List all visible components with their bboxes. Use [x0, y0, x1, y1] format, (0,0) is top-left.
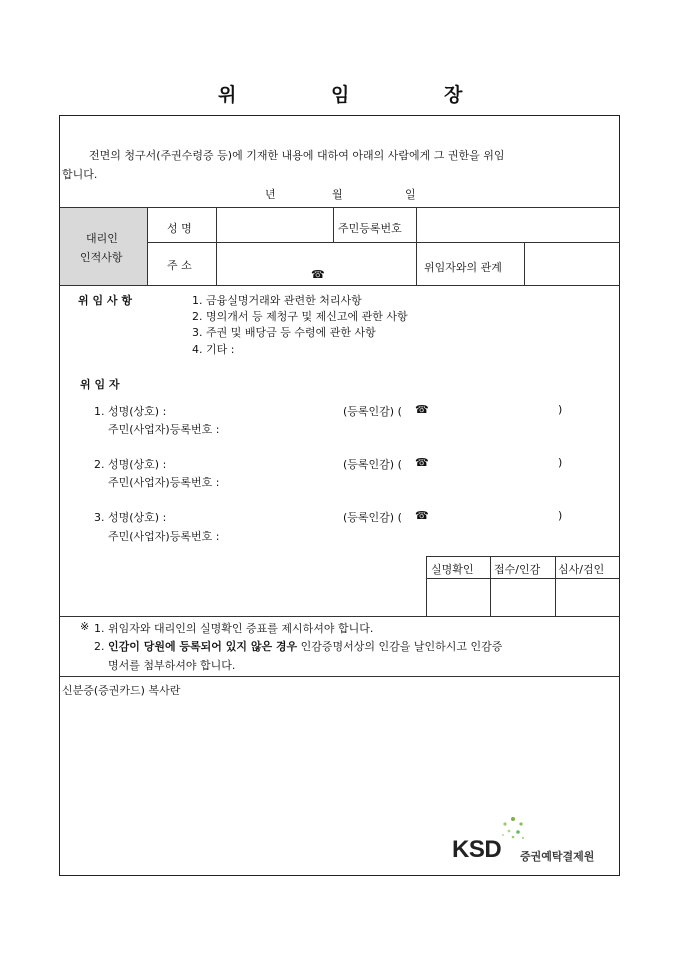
divider	[490, 556, 491, 616]
note-2	[94, 638, 502, 654]
delegation-item: 3. 주권 및 배당금 등 수령에 관한 사항	[192, 326, 376, 339]
divider	[147, 242, 620, 243]
delegation-item: 2. 명의개서 등 제청구 및 제신고에 관한 사항	[192, 310, 408, 323]
delegator-name: 1. 성명(상호) :	[94, 405, 167, 418]
delegation-item: 4. 기타 :	[192, 343, 235, 356]
divider	[426, 556, 427, 616]
note-2-prefix: 2.	[94, 640, 108, 653]
divider	[555, 556, 556, 616]
delegator-seal: (등록인감) (	[343, 405, 402, 418]
phone-icon: ☎	[311, 268, 325, 281]
id-copy-label: 신분증(증권카드) 복사란	[62, 684, 181, 697]
delegator-reg: 주민(사업자)등록번호 :	[108, 476, 220, 489]
title-char-1: 위	[218, 84, 237, 106]
agent-relation-label: 위임자와의 관계	[424, 261, 502, 274]
verify-realname-label: 실명확인	[431, 563, 474, 576]
phone-icon: ☎	[415, 403, 429, 416]
divider	[524, 243, 525, 285]
divider	[216, 208, 217, 285]
verify-receipt-box[interactable]	[492, 580, 554, 615]
date-day-label: 일	[405, 188, 416, 201]
delegator-reg: 주민(사업자)등록번호 :	[108, 423, 220, 436]
logo-org-name: 증권예탁결제원	[520, 850, 595, 863]
ksd-logo	[452, 836, 501, 864]
note-2-rest: 인감증명서상의 인감을 날인하시고 인감증	[297, 640, 503, 653]
agent-section-header-bg	[60, 208, 147, 285]
note-2-emphasis: 인감이 당원에 등록되어 있지 않은 경우	[108, 640, 298, 653]
divider	[60, 207, 620, 208]
document-title	[0, 80, 680, 106]
delegator-close: )	[558, 509, 563, 522]
agent-reg-field[interactable]	[418, 212, 618, 240]
date-year-label: 년	[265, 188, 276, 201]
date-month-label: 월	[332, 188, 343, 201]
divider	[426, 556, 620, 557]
delegation-item: 1. 금융실명거래와 관련한 처리사항	[192, 294, 362, 307]
title-char-3: 장	[444, 84, 463, 106]
note-2-continued: 명서를 첨부하셔야 합니다.	[108, 659, 236, 672]
agent-section-sublabel: 인적사항	[80, 251, 123, 264]
delegators-label: 위 임 자	[80, 378, 120, 391]
divider	[60, 676, 620, 677]
agent-name-field[interactable]	[218, 212, 332, 240]
divider	[426, 578, 620, 579]
divider	[60, 285, 620, 286]
agent-reg-label: 주민등록번호	[338, 222, 402, 235]
intro-line-2: 합니다.	[62, 168, 98, 181]
delegator-name: 3. 성명(상호) :	[94, 511, 167, 524]
agent-name-label: 성 명	[167, 222, 192, 235]
id-copy-area[interactable]	[62, 700, 618, 830]
verify-realname-box[interactable]	[428, 580, 489, 615]
delegation-label: 위 임 사 항	[78, 294, 132, 307]
verify-review-box[interactable]	[557, 580, 619, 615]
agent-section-label: 대리인	[86, 232, 118, 245]
agent-relation-field[interactable]	[526, 246, 618, 282]
delegator-reg: 주민(사업자)등록번호 :	[108, 530, 220, 543]
logo-sparkle-icon	[500, 815, 526, 843]
delegator-close: )	[558, 456, 563, 469]
note-1: 1. 위임자와 대리인의 실명확인 증표를 제시하셔야 합니다.	[94, 622, 374, 635]
phone-icon: ☎	[415, 456, 429, 469]
divider	[416, 208, 417, 285]
intro-line-1: 전면의 청구서(주권수령증 등)에 기재한 내용에 대하여 아래의 사람에게 그 권한을 위임	[89, 149, 505, 162]
notes-mark: ※	[80, 620, 90, 633]
delegator-name: 2. 성명(상호) :	[94, 458, 167, 471]
divider	[333, 208, 334, 242]
phone-icon: ☎	[415, 509, 429, 522]
verify-review-label: 심사/검인	[558, 563, 605, 576]
delegator-seal: (등록인감) (	[343, 458, 402, 471]
delegator-close: )	[558, 403, 563, 416]
divider	[147, 208, 148, 285]
divider	[60, 616, 620, 617]
logo-abbr: KSD	[452, 836, 502, 863]
title-char-2: 임	[331, 84, 350, 106]
delegator-seal: (등록인감) (	[343, 511, 402, 524]
verify-receipt-label: 접수/인감	[494, 563, 541, 576]
agent-address-label: 주 소	[167, 259, 192, 272]
